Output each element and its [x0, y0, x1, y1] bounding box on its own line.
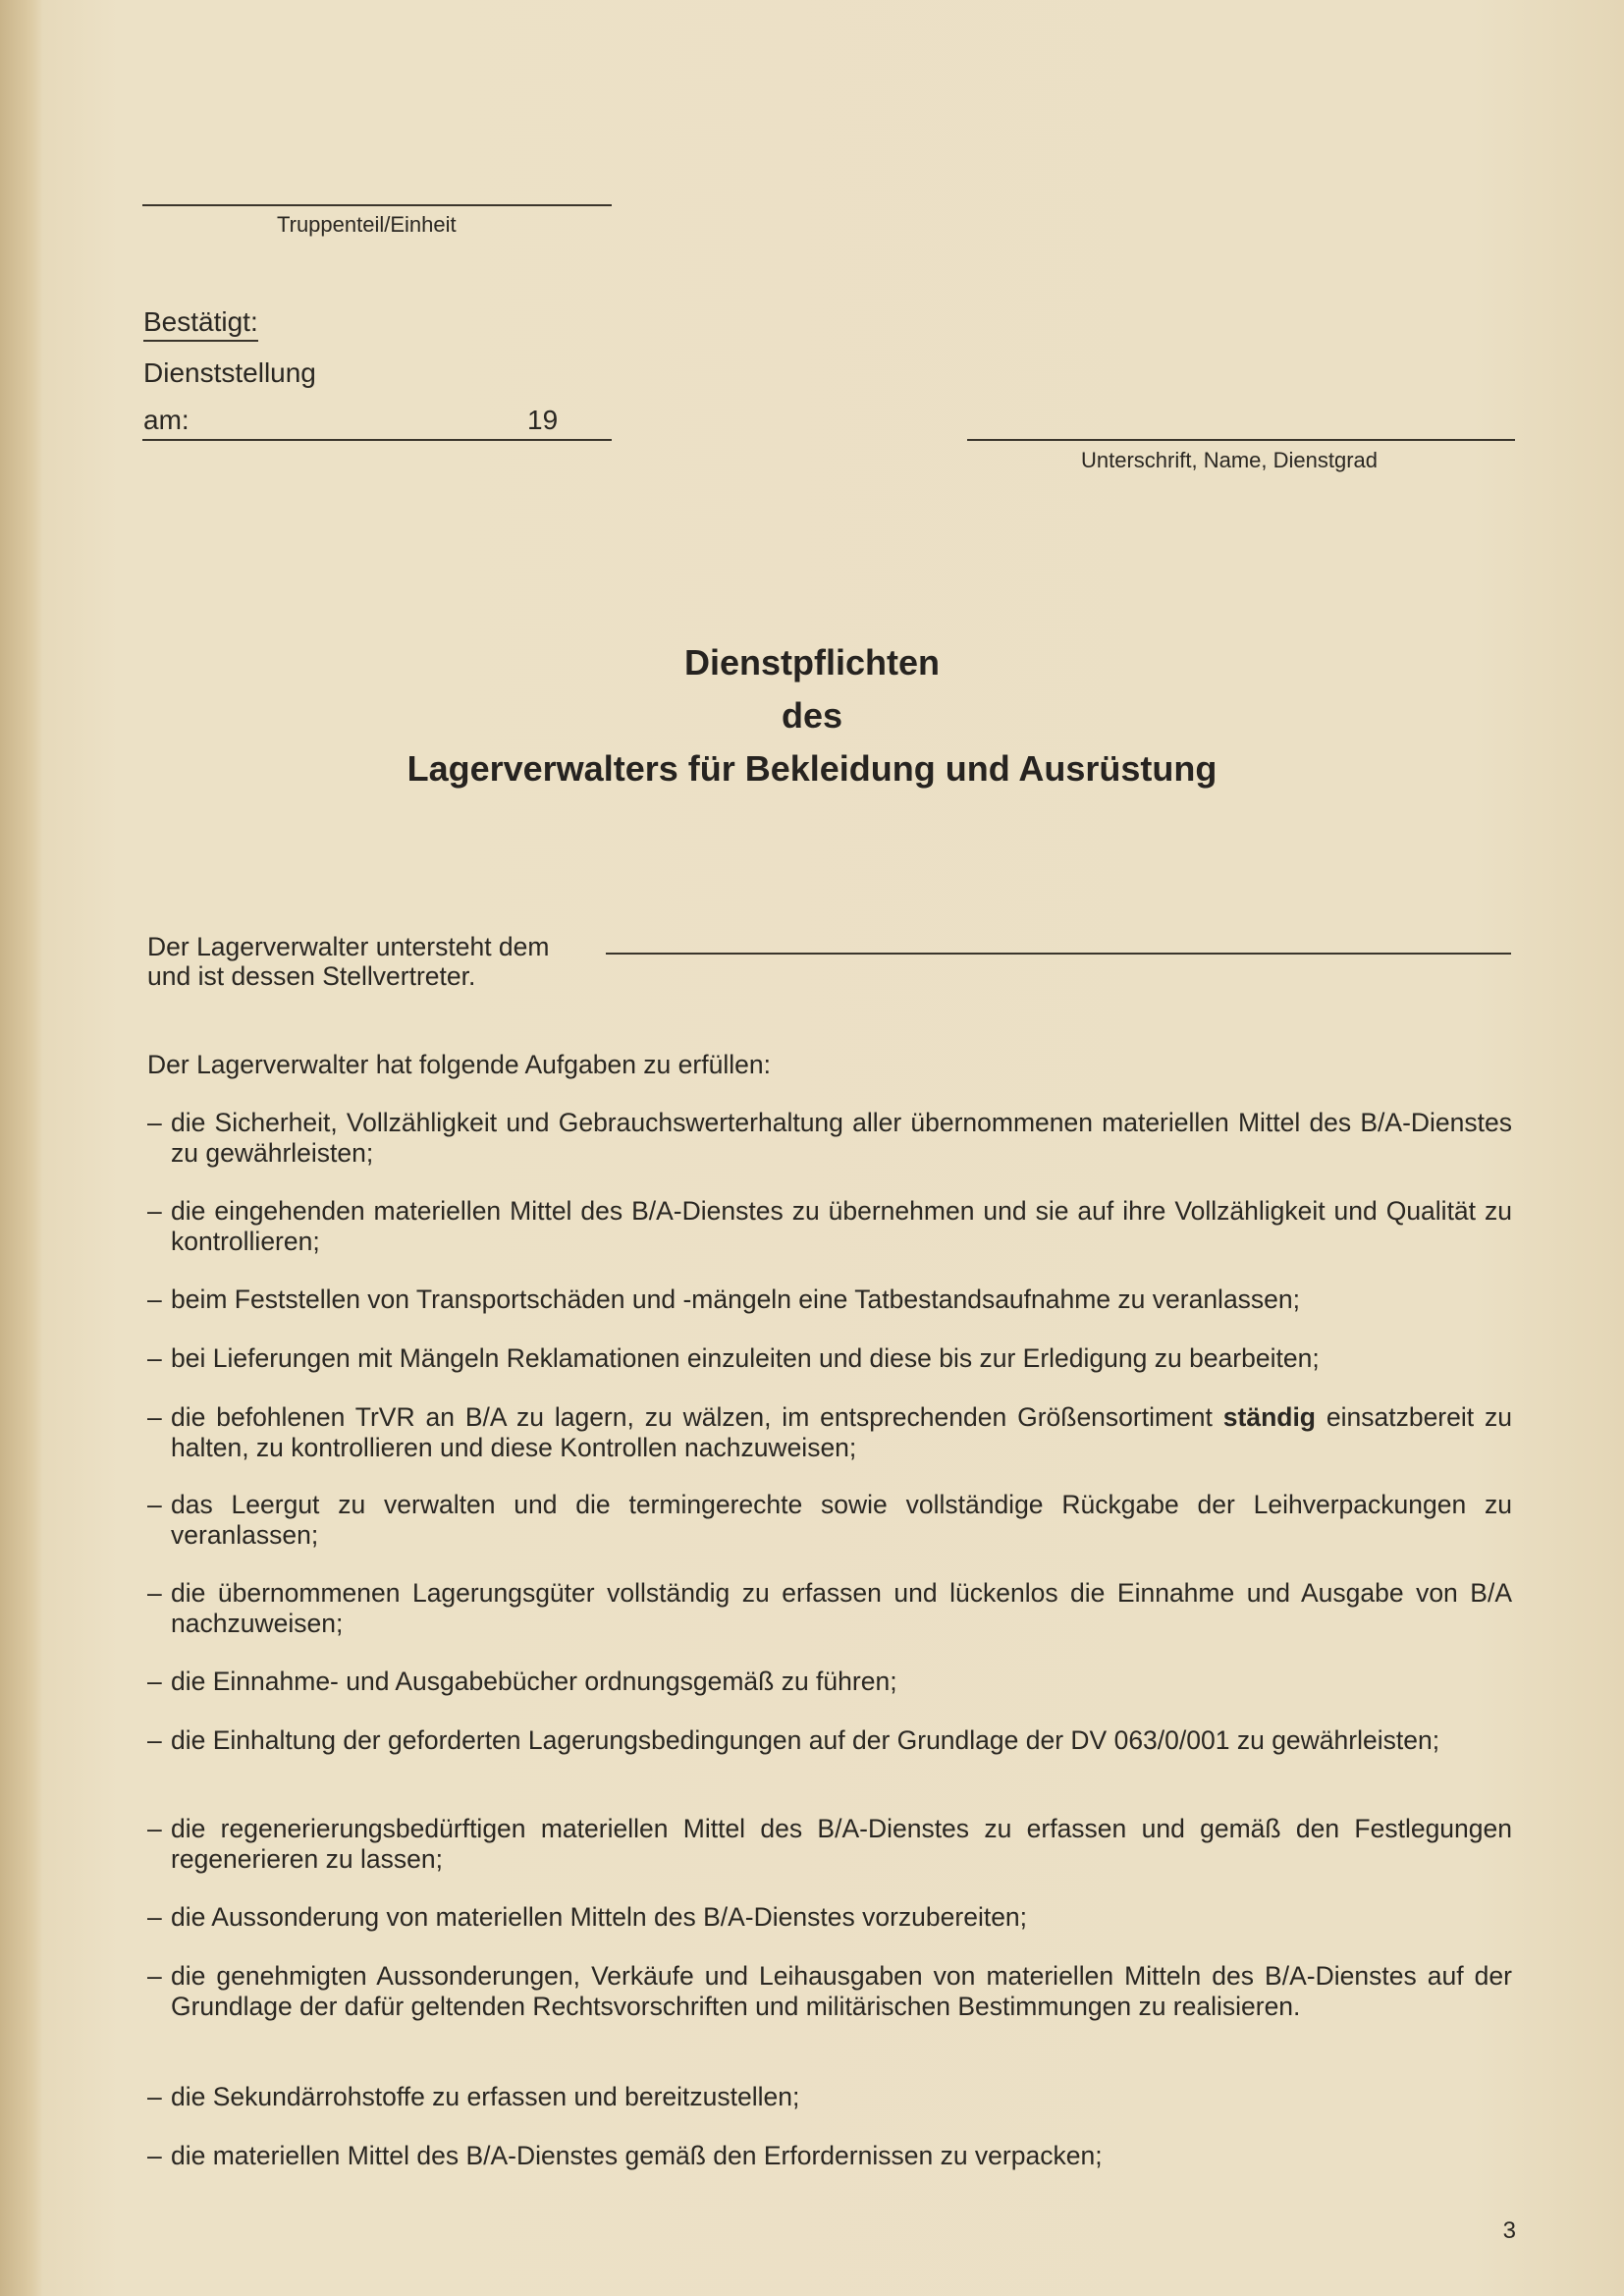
list-item — [147, 1343, 1512, 1374]
supervisor-line[interactable] — [606, 953, 1511, 955]
subordinate-text: Der Lagerverwalter untersteht dem — [147, 932, 550, 961]
list-item-text: die Aussonderung von materiellen Mitteln des B/A-Dienstes vorzubereiten; — [171, 1902, 1028, 1932]
emphasis-text: ständig — [1222, 1402, 1316, 1432]
bullet-dash: – — [147, 2082, 162, 2111]
bullet-dash: – — [147, 1402, 162, 1432]
list-item-text-part: einsatzbereit zu halten, zu kontrollieren und diese Kontrollen nachzuweisen; — [171, 1402, 1512, 1462]
date-line[interactable] — [142, 439, 612, 441]
tasks-intro: Der Lagerverwalter hat folgende Aufgaben zu erfüllen: — [147, 1050, 771, 1079]
unit-label: Truppenteil/Einheit — [277, 212, 457, 237]
unit-line[interactable] — [142, 204, 612, 206]
bullet-dash: – — [147, 1725, 162, 1755]
page-number: 3 — [1502, 2217, 1516, 2244]
list-item — [147, 1196, 1512, 1257]
list-item-text: die genehmigten Aussonderungen, Verkäufe und Leihausgaben von materiellen Mitteln des B/A-Dienstes auf der Grundlage der dafür geltenden Rechtsvorschriften und militärischen Bestimmungen zu realisieren. — [171, 1961, 1512, 2021]
bullet-dash: – — [147, 1578, 162, 1608]
bullet-dash: – — [147, 1667, 162, 1696]
list-item — [147, 1961, 1512, 2022]
list-item — [147, 2082, 1512, 2112]
list-item-text: die Einhaltung der geforderten Lagerungsbedingungen auf der Grundlage der DV 063/0/001 zu gewährleisten; — [171, 1725, 1440, 1755]
list-item — [147, 1902, 1512, 1933]
deputy-text: und ist dessen Stellvertreter. — [147, 961, 476, 991]
bullet-dash: – — [147, 2141, 162, 2170]
bullet-dash: – — [147, 1902, 162, 1932]
bullet-dash: – — [147, 1961, 162, 1991]
list-item-text-part: die befohlenen TrVR an B/A zu lagern, zu wälzen, im entsprechenden Größensortiment — [171, 1402, 1223, 1432]
signature-label: Unterschrift, Name, Dienstgrad — [1081, 448, 1378, 472]
bullet-dash: – — [147, 1108, 162, 1137]
bullet-dash: – — [147, 1490, 162, 1519]
doc-title-line3: Lagerverwalters für Bekleidung und Ausrüstung — [406, 748, 1218, 789]
list-item-text: beim Feststellen von Transportschäden und -mängeln eine Tatbestandsaufnahme zu veranlassen; — [171, 1285, 1301, 1314]
list-item-text: die eingehenden materiellen Mittel des B/A-Dienstes zu übernehmen und sie auf ihre Vollzähligkeit und Qualität zu kontrollieren; — [171, 1196, 1512, 1256]
list-item — [147, 1108, 1512, 1169]
list-item-text: das Leergut zu verwalten und die termingerechte sowie vollständige Rückgabe der Leihverpackungen zu veranlassen; — [171, 1490, 1512, 1550]
list-item — [147, 1402, 1512, 1463]
doc-title-line2: des — [781, 695, 843, 736]
list-item — [147, 1725, 1512, 1756]
list-item — [147, 1578, 1512, 1639]
list-item-text: die materiellen Mittel des B/A-Dienstes gemäß den Erfordernissen zu verpacken; — [171, 2141, 1103, 2170]
date-label: am: — [143, 405, 189, 435]
bullet-dash: – — [147, 1196, 162, 1226]
list-item — [147, 1285, 1512, 1315]
list-item — [147, 1814, 1512, 1875]
list-item-text: bei Lieferungen mit Mängeln Reklamationen einzuleiten und diese bis zur Erledigung zu bearbeiten; — [171, 1343, 1320, 1373]
bullet-dash: – — [147, 1814, 162, 1843]
list-item-text: die Sicherheit, Vollzähligkeit und Gebrauchswerterhaltung aller übernommenen materiellen Mittel des B/A-Dienstes zu gewährleisten; — [171, 1108, 1512, 1168]
list-item — [147, 2141, 1512, 2171]
signature-line[interactable] — [967, 439, 1515, 441]
list-item — [147, 1667, 1512, 1697]
list-item-text — [147, 1402, 1512, 1463]
list-item-text: die Sekundärrohstoffe zu erfassen und bereitzustellen; — [171, 2082, 800, 2111]
confirmed-label: Bestätigt: — [143, 306, 258, 342]
list-item-text: die übernommenen Lagerungsgüter vollständig zu erfassen und lückenlos die Einnahme und Ausgabe von B/A nachzuweisen; — [171, 1578, 1512, 1638]
year-prefix: 19 — [527, 405, 559, 435]
list-item-text: die regenerierungsbedürftigen materiellen Mittel des B/A-Dienstes zu erfassen und gemäß den Festlegungen regenerieren zu lassen; — [171, 1814, 1512, 1874]
bullet-dash: – — [147, 1343, 162, 1373]
list-item — [147, 1490, 1512, 1551]
doc-title-line1: Dienstpflichten — [683, 642, 940, 683]
page-spine-shadow — [0, 0, 43, 2296]
list-item-text: die Einnahme- und Ausgabebücher ordnungsgemäß zu führen; — [171, 1667, 897, 1696]
position-label: Dienststellung — [143, 357, 316, 388]
bullet-dash: – — [147, 1285, 162, 1314]
